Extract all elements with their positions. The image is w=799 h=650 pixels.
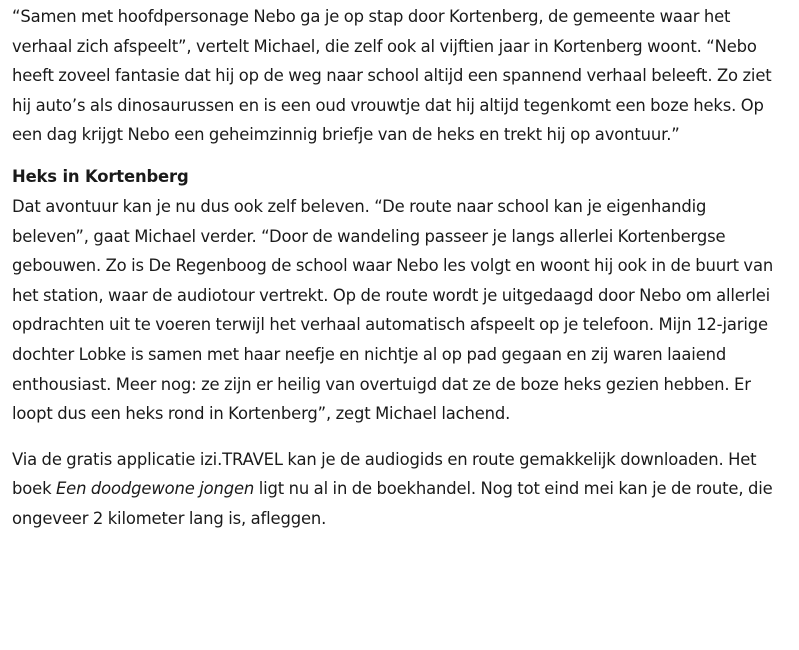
article-paragraph-intro: “Samen met hoofdpersonage Nebo ga je op stap door Kortenberg, de gemeente waar het verhaal zich afspeelt”, vertelt Michael, die zelf ook al vijftien jaar in Kortenberg woont. “Nebo heeft zoveel fantasie dat hij op de weg naar school altijd een spannend verhaal beleeft. Zo ziet hij auto’s als dinosaurussen en is een oud vrouwtje dat hij altijd tegenkomt een boze heks. Op een dag krijgt Nebo een geheimzinnig briefje van de heks en trekt hij op avontuur.” bbox=[12, 7, 772, 145]
article-paragraph-app bbox=[12, 445, 785, 534]
book-title: Een doodgewone jongen bbox=[55, 479, 255, 499]
paragraph-text: ligt nu al in de boekhandel. Nog tot eind mei kan je de route, die ongeveer 2 kilometer lang is, afleggen. bbox=[12, 479, 773, 528]
section-heading: Heks in Kortenberg bbox=[12, 166, 189, 186]
paragraph-text: Via de gratis applicatie izi.TRAVEL kan je de audiogids en route gemakkelijk downloaden. Het boek bbox=[12, 449, 757, 499]
article-paragraph-route: Dat avontuur kan je nu dus ook zelf beleven. “De route naar school kan je eigenhandig beleven”, gaat Michael verder. “Door de wandeling passeer je langs allerlei Kortenbergse gebouwen. Zo is De Regenboog de school waar Nebo les volgt en woont hij ook in de buurt van het station, waar de audiotour vertrekt. Op de route wordt je uitgedaagd door Nebo om allerlei opdrachten uit te voeren terwijl het verhaal automatisch afspeelt op je telefoon. Mijn 12-jarige dochter Lobke is samen met haar neefje en nichtje al op pad gegaan en zij waren laaiend enthousiast. Meer nog: ze zijn er heilig van overtuigd dat ze de boze heks gezien hebben. Er loopt dus een heks rond in Kortenberg”, zegt Michael lachend. bbox=[12, 196, 774, 424]
